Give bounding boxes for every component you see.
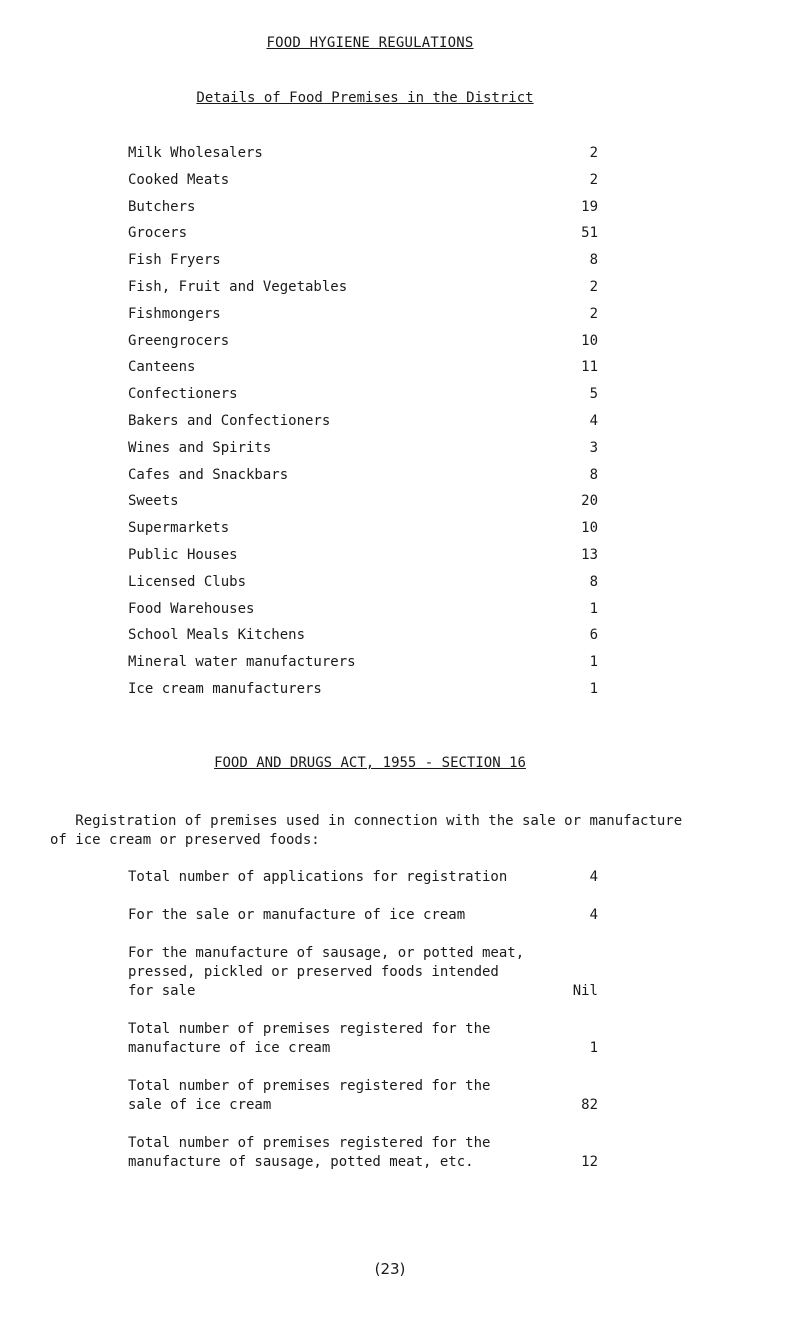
- premises-count: 8: [589, 573, 598, 590]
- premises-label: Fish, Fruit and Vegetables: [128, 278, 348, 295]
- section-subtitle: Details of Food Premises in the District: [196, 90, 534, 106]
- list-item: [128, 220, 598, 247]
- premises-count: 5: [589, 386, 598, 403]
- registration-item: [128, 1134, 598, 1172]
- registration-item: [128, 1077, 598, 1115]
- premises-label: Wines and Spirits: [128, 439, 272, 456]
- premises-label: Mineral water manufacturers: [128, 654, 356, 671]
- premises-count: 2: [589, 145, 598, 161]
- premises-count: 51: [581, 225, 598, 242]
- registration-item: [128, 1020, 598, 1058]
- premises-label: Fishmongers: [128, 305, 221, 322]
- list-item: [128, 622, 598, 649]
- registration-label: Total number of premises registered for the manufacture of sausage, potted meat, etc.: [128, 1135, 491, 1170]
- premises-label: Supermarkets: [128, 520, 230, 537]
- premises-count: 2: [589, 305, 598, 322]
- registration-value: 12: [581, 1154, 598, 1170]
- registration-intro: Registration of premises used in connection with the sale or manufacture of ice cream or preserved foods:: [50, 813, 683, 848]
- list-item: [128, 328, 598, 355]
- premises-count: 3: [589, 439, 598, 456]
- premises-label: Public Houses: [128, 546, 238, 563]
- page-number: (23): [374, 1260, 406, 1278]
- registration-label: Total number of applications for registration: [128, 869, 508, 885]
- registration-label: Total number of premises registered for the manufacture of ice cream: [128, 1021, 491, 1056]
- premises-count: 4: [589, 412, 598, 429]
- premises-label: Cafes and Snackbars: [128, 466, 289, 483]
- premises-count: 2: [589, 278, 598, 295]
- premises-label: Butchers: [128, 198, 196, 215]
- list-item: [128, 274, 598, 301]
- premises-count: 10: [581, 520, 598, 537]
- list-item: [128, 408, 598, 435]
- registration-value: Nil: [572, 983, 598, 999]
- list-item: [128, 435, 598, 462]
- premises-label: Canteens: [128, 359, 196, 376]
- registration-label: For the sale or manufacture of ice cream: [128, 907, 466, 923]
- list-item: [128, 462, 598, 489]
- premises-label: Cooked Meats: [128, 171, 230, 188]
- registration-list: [128, 868, 598, 1172]
- list-item: [128, 140, 598, 167]
- registration-label: Total number of premises registered for the sale of ice cream: [128, 1078, 491, 1113]
- list-item: [128, 542, 598, 569]
- premises-count: 11: [581, 359, 598, 376]
- premises-count: 6: [589, 627, 598, 644]
- premises-count: 2: [589, 171, 598, 188]
- premises-label: Milk Wholesalers: [128, 145, 263, 161]
- premises-count: 19: [581, 198, 598, 215]
- premises-count: 20: [581, 493, 598, 510]
- list-item: [128, 354, 598, 381]
- premises-count: 1: [589, 680, 598, 697]
- premises-label: Greengrocers: [128, 332, 230, 349]
- premises-count: 1: [589, 654, 598, 671]
- premises-label: Licensed Clubs: [128, 573, 247, 590]
- premises-label: Ice cream manufacturers: [128, 680, 322, 697]
- list-item: [128, 381, 598, 408]
- page-title: FOOD HYGIENE REGULATIONS: [266, 35, 474, 51]
- registration-value: 4: [589, 907, 598, 923]
- premises-label: Grocers: [128, 225, 188, 242]
- list-item: [128, 247, 598, 274]
- premises-count: 13: [581, 546, 598, 563]
- premises-label: School Meals Kitchens: [128, 627, 306, 644]
- premises-count: 1: [589, 600, 598, 617]
- premises-count: 8: [589, 252, 598, 269]
- premises-label: Fish Fryers: [128, 252, 221, 269]
- list-item: [128, 488, 598, 515]
- registration-value: 4: [589, 869, 598, 885]
- registration-value: 1: [589, 1040, 598, 1056]
- registration-label: For the manufacture of sausage, or potted meat, pressed, pickled or preserved foods intended for sale: [128, 945, 525, 999]
- premises-count: 8: [589, 466, 598, 483]
- registration-value: 82: [581, 1097, 598, 1113]
- premises-list: [128, 140, 598, 703]
- registration-item: [128, 868, 598, 887]
- premises-label: Food Warehouses: [128, 600, 255, 617]
- act-section-title: FOOD AND DRUGS ACT, 1955 - SECTION 16: [214, 755, 526, 771]
- premises-label: Sweets: [128, 493, 179, 510]
- premises-count: 10: [581, 332, 598, 349]
- list-item: [128, 596, 598, 623]
- list-item: [128, 194, 598, 221]
- registration-item: [128, 906, 598, 925]
- registration-item: [128, 944, 598, 1001]
- list-item: [128, 569, 598, 596]
- list-item: [128, 167, 598, 194]
- list-item: [128, 649, 598, 676]
- list-item: [128, 301, 598, 328]
- list-item: [128, 515, 598, 542]
- premises-label: Bakers and Confectioners: [128, 412, 331, 429]
- premises-label: Confectioners: [128, 386, 238, 403]
- list-item: [128, 676, 598, 703]
